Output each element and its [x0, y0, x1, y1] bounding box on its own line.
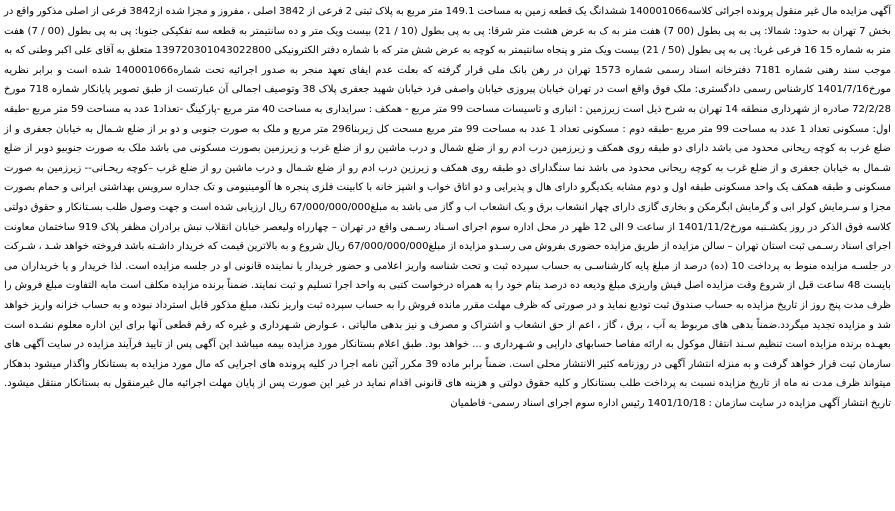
auction-notice-text: آگهی مزایده مال غیر منقول پرونده اجرائی کلاسه140001066 ششدانگ یک قطعه زمین به مساحت 149.1 متر مربع به پلاک ثبتی 2 فرعی از 3842 اصلی ، مفروز و مجزا شده از3842 فرعی از اصلی مذکور واقع در بخش 7 تهران به حدود: شمالا: پی به پی بطول (00 7) هفت متر به ک به عرض هشت متر شرقا: پی به پی بطول (10 / 21) بیست ویک متر و ده سانتیمتر به قطعه سه تفکیکی جنوبا: پی به پی بطول (00 / 7) هفت متر به شماره 15 16 فرعی غربا: پی به پی بطول (50 / 21) بیست ویک متر و پنجاه سانتیمتر به کوچه به عرض شش متر که با شماره دفتر الکترونیکی 139720301043022800 متعلق به آقای علی اکبر وطنی که به موجب سند رهنی شماره 7181 دفترخانه اسناد رسمی شماره 1573 تهران در رهن بانک ملی قرار گرفته که بعلت عدم ایفای تعهد منجر به صدور اجرائیه تحت شماره140001066 شده است و برابر نظریه مورخ1401/7/16 کارشناس رسمی دادگستری: ملک فوق واقع است در تهران خیابان پیروزی خیابان واصفی فرد خیابان شهید جعفری پلاک 38 وتوصیف اجمالی آن عبارتست از طبق تصویر پایانکار شماره 718 مورخ 72/2/28 صادره از شهرداری منطقه 14 تهران به شرح ذیل است زیرزمین : انباری و تاسیسات مساحت 99 متر مربع - همکف : سرایداری به مساحت 40 متر مربع -پارکینگ -تعداد1 عدد به مساحت 59 متر مربع -طبقه اول: مسکونی تعداد 1 عدد به مساحت 99 متر مربع -طبقه دوم : مسکونی تعداد 1 عدد به مساحت 99 متر مربع مسحت کل زیربنا296 متر مربع و ملک به صورت جنوبی و دو بر از ضلع شـمال به خیابان جعفری و از ضلع غرب به کوچه ریحانی محدود می باشد دارای دو طبقه روی همکف و زیرزمین درب ادم رو از ضلع شمال و درب ماشین رو از ضلع غرب و زیرزمین بصورت مسکونی می باشد ملک به صورت جنوبیو دوبر از ضلع شـمال به خیابان جعفری و از ضلع غرب به کوچه ریحانی محدود می باشد نما سنگدارای دو طبقه روی همکف و زیرزین درب ادم رو از ضلع شـمال و درب ماشین رو از ضلع غرب –کوچه ریحـانی-- زیرزمین به صورت مسکونی و طبقه همکف یک واحد مسکونی طبقه اول و دوم مشابه یکدیگرو دارای هال و پذیرایی و دو اتاق خواب و اشپز خانه با کابینت فلزی پنجره ها آلومینیومی و تک جداره سرویس بهداشتی ایرانی و حمام بصورت مجزا و سـرمایش کولر ابی و گرمایش ابگرمکن و بخاری گازی دارای چهار انشعاب برق و یک انشعاب اب و گاز می باشد به مبلغ67/000/000/000 ریال ارزیابی شده است و جهت وصول طلب بسـتانکار و حقوق دولتی کلاسه فوق الذکر در روز یکشـنبه مورخ1401/11/2 از ساعت 9 الی 12 ظهر در محل اداره سوم اجرای اسـناد رسـمی واقع در تهران – چهارراه ولیعصر خیابان انقلاب نبش برادران مظفر پلاک 919 ساختمان معاونت اجرای اسناد رسـمی ثبت استان تهران – سالن مزایده از طریق مزایده حضوری بفروش می رسـدو مزایده از مبلغ67/000/000/000 ریال شروع و به بالاترین قیمت که خریدار داشـته باشد فروخته خواهد شـد ، شـرکت در جلسـه مزایده منوط به پرداخت 10 (ده) درصد از مبلغ پایه کارشناسـی به حساب سپرده ثبت و تحت شناسه واریز اعلامی و حضور خریدار یا نماینده قانونی او در جلسه مزایده است. لذا خریدار و یا خریداران می بایست 48 ساعت قبل از شروع وقت مزایده اصل فیش واریزی مبلغ ودیعه ده درصد بنام خود را به همراه درخواست کتبی به واحد اجرا تسلیم و ثبت نمایند. ضمناً برنده مزایده مکلف است مابه التفاوت مبلغ فروش را ظرف مدت پنج روز از تاریخ مزایده به حساب صندوق ثبت تودیع نماید و در صورتی که ظرف مهلت مقرر مانده فروش را به حساب سپرده ثبت واریز نکند، مبلغ مذکور قابل استرداد نبوده و به حساب خزانه واریز خواهد شد و مزایده تجدید میگردد.ضمناً بدهی های مربوط به آب ، برق ، گاز ، اعم از حق انشعاب و اشتراک و مصرف و نیز بدهی مالیاتی ، عـوارض شـهرداری و غیره که رقم قطعی آنها برای این اداره معلوم نشـده است بعهـده برنده مزایده است تنظیم سـند انتقال موکول به ارائه مفاصا حسابهای دارایی و شـهرداری و ... خواهد بود. طبق اعلام بستانکار مورد مزایده بیمه میباشد این آگهی پس از تایید فرآیند مزایده در سایت آگهی های سازمان ثبت قرار خواهد گرفت و به منزله انتشار آگهی در روزنامه کثیر الانتشار محلی است. ضمناً برابر ماده 39 مکرر آئین نامه اجرا در کلیه پرونده های اجرایی که مال مورد مزایده به بستانکار واگذار میشود بدهکار میتواند ظرف مدت نه ماه از تاریخ مزایده نسبت به پرداخت طلب بستانکار و کلیه حقوق دولتی و هزینه های قانونی اقدام نماید در غیر این صورت پس از پایان مهلت اجرائیه مال غیرمنقول به بستانکار منتقل میشود. تاریخ انتشار آگهی مزایده در سایت سازمان : 1401/10/18 رئیس اداره سوم اجرای اسناد رسمی- فاطمیان: [4, 6, 892, 409]
